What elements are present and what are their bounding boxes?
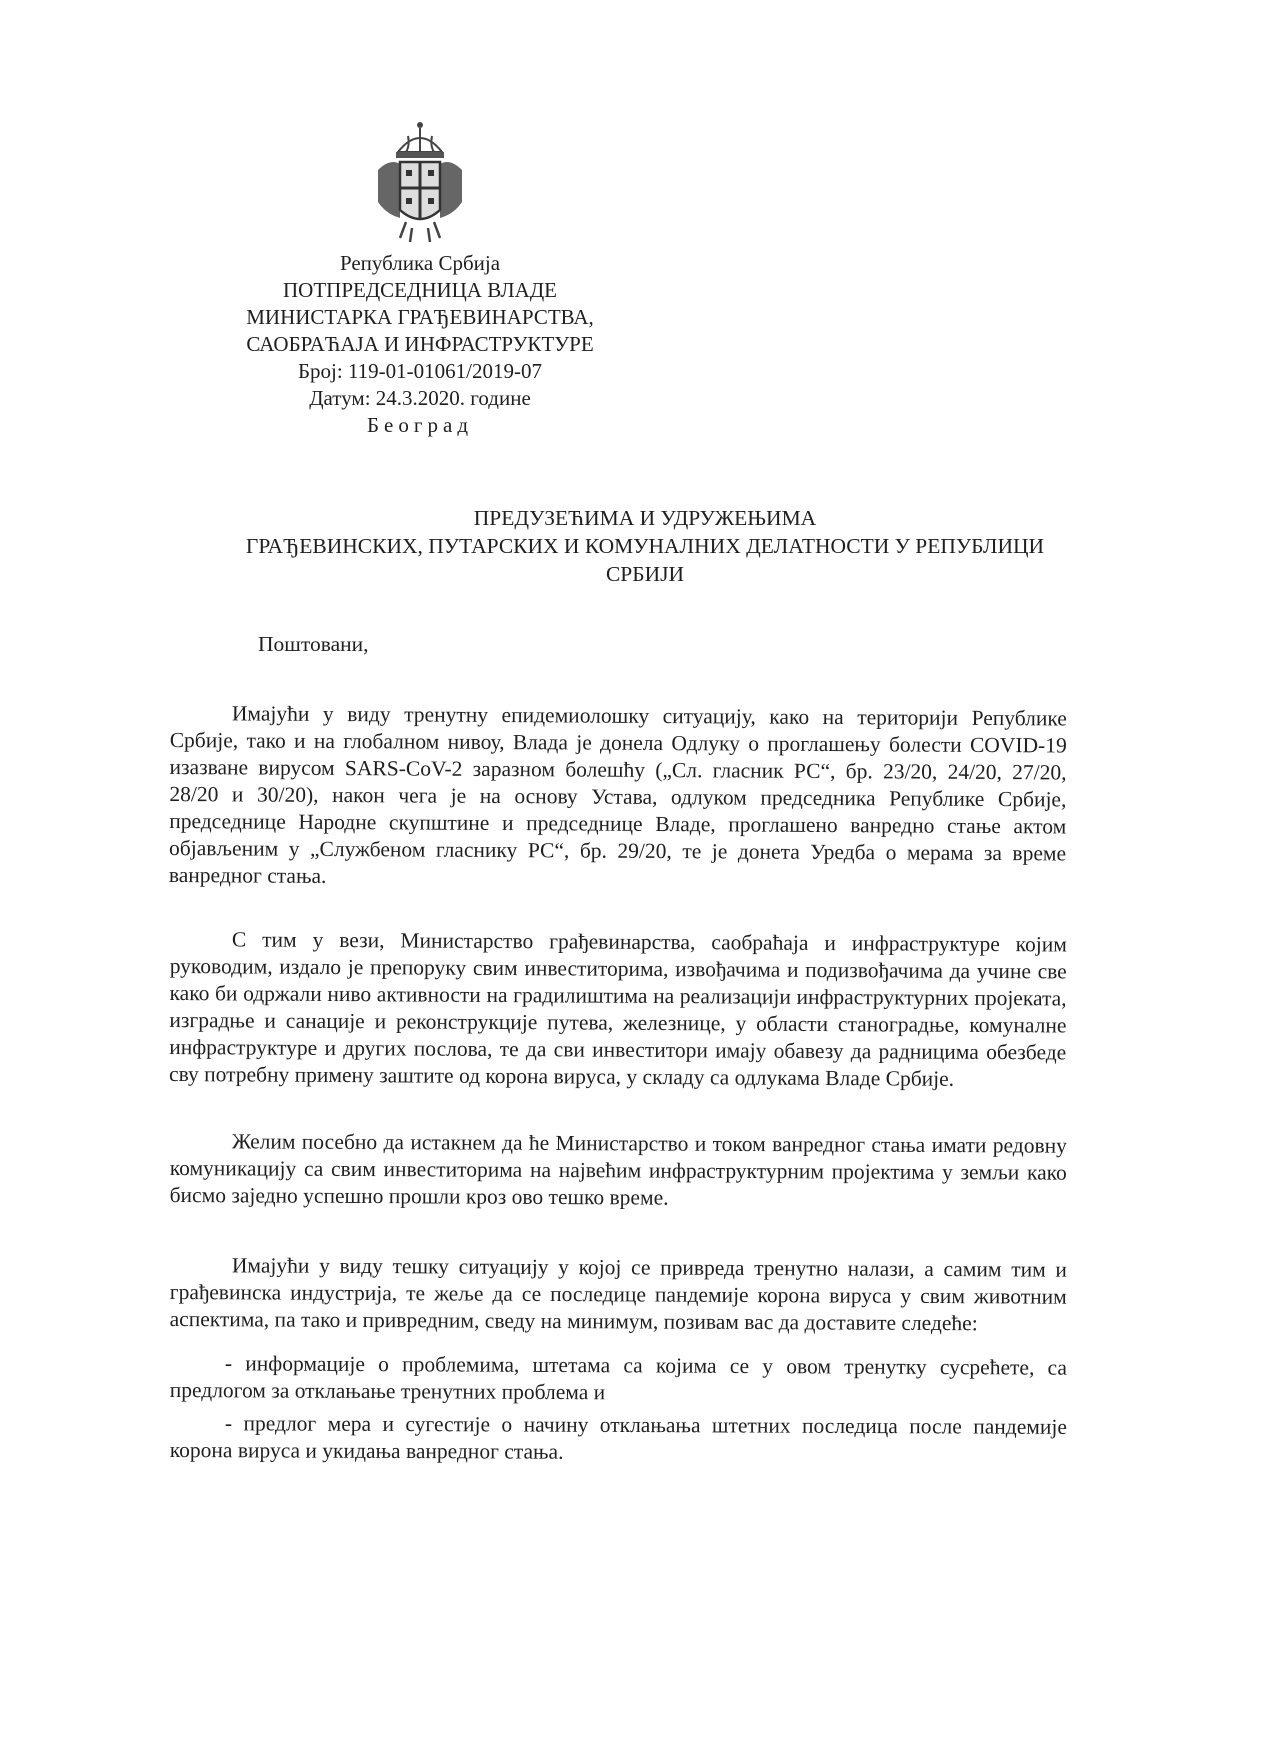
paragraph-communication: Желим посебно да истакнем да ће Министарство и током ванредног стања имати редовну комуникацију са свим инвеститорима на највећим инфраструктурним пројектима у земљи како бисмо заједно успешно прошли кроз ово тешко време.	[169, 1129, 1067, 1210]
recipient-line3: СРБИЈИ	[605, 562, 685, 586]
office-title-line1: ПОТПРЕДСЕДНИЦА ВЛАДЕ	[283, 278, 557, 302]
list-item: - предлог мера и сугестије о начину отклањања штетних последица после пандемије корона вируса и укидања ванредног стања.	[169, 1411, 1067, 1464]
country-name: Република Србија	[339, 251, 501, 275]
recipient-block	[170, 504, 1120, 588]
recipient-line1: ПРЕДУЗЕЋИМА И УДРУЖЕЊИМА	[473, 506, 817, 530]
salutation: Поштовани,	[258, 632, 369, 656]
paragraph-epidemic-situation: Имајући у виду тренутну епидемиолошку ситуацију, како на територији Републике Србије, тако и на глобалном нивоу, Влада је донела Одлуку о проглашењу болести COVID-19 изазване вирусом SARS-CoV-2 заразном болешћу („Сл. гласник РС“, бр. 23/20, 24/20, 27/20, 28/20 и 30/20), након чега је на основу Устава, одлуком председника Републике Србије, председнице Народне скупштине и председнице Владе, проглашено ванредно стање актом објављеним у „Службеном гласнику РС“, бр. 29/20, те је донета Уредба о мерама за време ванредног стања.	[168, 701, 1067, 888]
reference-number: Број: 119-01-01061/2019-07	[297, 359, 542, 383]
letterhead	[190, 250, 650, 439]
paragraph-request: Имајући у виду тешку ситуацију у којој се привреда тренутно налази, а самим тим и грађевинска индустрија, те жеље да се последице пандемије корона вируса у свим животним аспектима, па тако и привредним, сведу на минимум, позивам вас да доставите следеће:	[169, 1253, 1067, 1336]
recipient-line2: ГРАЂЕВИНСКИХ, ПУТАРСКИХ И КОМУНАЛНИХ ДЕЛАТНОСТИ У РЕПУБЛИЦИ	[245, 534, 1045, 558]
paragraph-ministry-recommendation: С тим у вези, Министарство грађевинарства, саобраћаја и инфраструктуре којим руководим, издало је препоруку свим инвеститорима, извођачима и подизвођачима да учине све како би одржали ниво активности на градилиштима на реализацији инфраструктурних пројеката, изградње и санације и реконструкције путева, железнице, у области станоградње, комуналне инфраструктуре и других послова, те да сви инвеститори имају обавезу да радницима обезбеде сву потребну примену заштите од корона вируса, у складу са одлукама Владе Србије.	[169, 927, 1067, 1091]
office-title-line3: САОБРАЋАЈА И ИНФРАСТРУКТУРЕ	[246, 332, 594, 356]
office-title-line2: МИНИСТАРКА ГРАЂЕВИНАРСТВА,	[246, 305, 594, 329]
list-item: - информације о проблемима, штетама са којима се у овом тренутку сусрећете, са предлогом за отклањање тренутних проблема и	[169, 1351, 1067, 1405]
city-name: Београд	[367, 413, 473, 437]
document-date: Датум: 24.3.2020. године	[309, 386, 531, 410]
serbian-coat-of-arms-icon	[370, 118, 470, 248]
